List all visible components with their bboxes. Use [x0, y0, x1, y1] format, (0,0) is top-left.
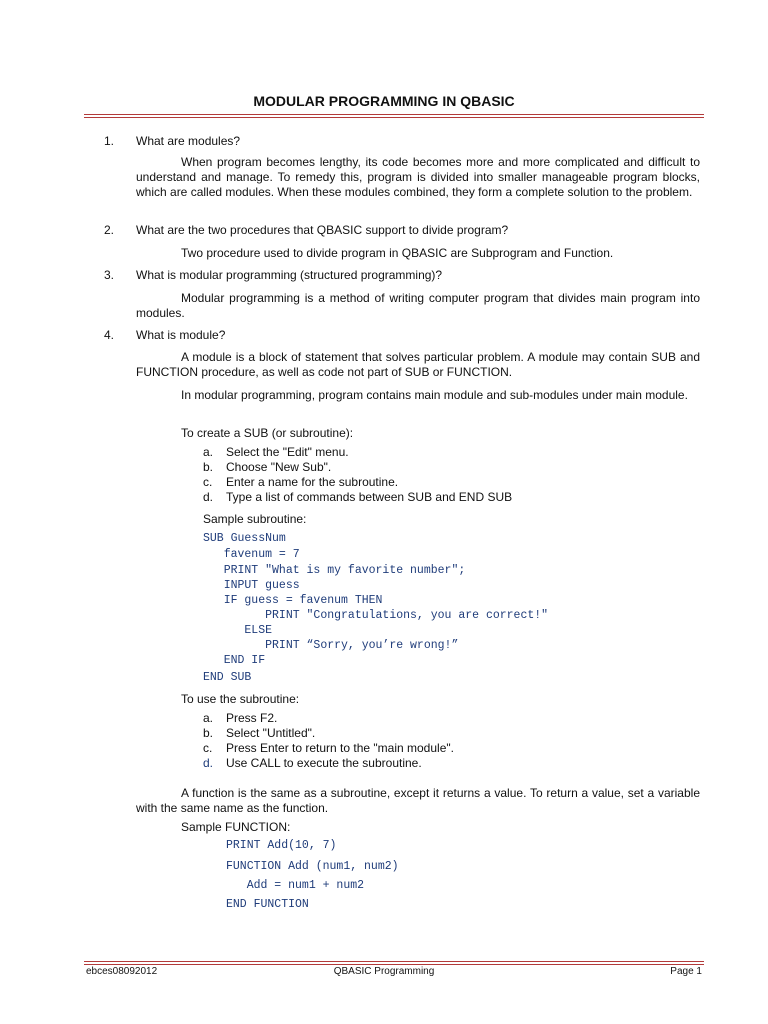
- answer-paragraph: When program becomes lengthy, its code becomes more and more complicated and difficult to understand and manage. To remedy this, program is divided into smaller manageable program blocks, which are called modules. When these modules combined, they form a complete solution to the problem.: [136, 155, 700, 199]
- footer-rule: [84, 964, 704, 965]
- code-line: IF guess = favenum THEN: [203, 594, 383, 607]
- answer-paragraph: Two procedure used to divide program in QBASIC are Subprogram and Function.: [181, 246, 614, 260]
- code-line: END SUB: [203, 671, 252, 684]
- answer-paragraph: A module is a block of statement that solves particular problem. A module may contain SUB and FUNCTION procedure, as well as code not part of SUB or FUNCTION.: [136, 350, 700, 379]
- list-marker: b.: [203, 460, 214, 474]
- code-line: PRINT “Sorry, you’re wrong!”: [203, 639, 459, 652]
- list-marker: d.: [203, 756, 214, 770]
- question-text: What are modules?: [136, 134, 241, 148]
- create-sub-heading: To create a SUB (or subroutine):: [181, 426, 354, 440]
- answer-paragraph: In modular programming, program contains main module and sub-modules under main module.: [181, 388, 688, 402]
- footer-rule: [84, 961, 704, 962]
- page-title: MODULAR PROGRAMMING IN QBASIC: [253, 93, 515, 109]
- code-line: END FUNCTION: [226, 898, 309, 911]
- code-line: END IF: [203, 654, 266, 667]
- function-paragraph: A function is the same as a subroutine, except it returns a value. To return a value, set a variable with the same name as the function.: [136, 786, 700, 815]
- list-marker: d.: [203, 490, 214, 504]
- use-sub-heading: To use the subroutine:: [181, 692, 300, 706]
- list-marker: c.: [203, 741, 213, 755]
- list-marker: c.: [203, 475, 213, 489]
- code-line: PRINT "Congratulations, you are correct!": [203, 609, 549, 622]
- list-marker: a.: [203, 445, 214, 459]
- code-line: PRINT Add(10, 7): [226, 839, 337, 852]
- question-number: 2.: [104, 223, 115, 237]
- code-line: ELSE: [203, 624, 273, 637]
- header-rule: [84, 117, 704, 118]
- list-marker: a.: [203, 711, 214, 725]
- list-item: Choose "New Sub".: [226, 460, 332, 474]
- footer-title: QBASIC Programming: [333, 966, 435, 977]
- question-number: 4.: [104, 328, 115, 342]
- list-item: Select "Untitled".: [226, 726, 316, 740]
- question-text: What is modular programming (structured programming)?: [136, 268, 443, 282]
- list-item: Press F2.: [226, 711, 278, 725]
- code-line: PRINT "What is my favorite number";: [203, 564, 466, 577]
- footer-doc-id: ebces08092012: [86, 966, 158, 977]
- question-number: 1.: [104, 134, 115, 148]
- answer-paragraph: Modular programming is a method of writing computer program that divides main program into modules.: [136, 291, 700, 320]
- list-item: Press Enter to return to the "main module".: [226, 741, 454, 755]
- code-line: SUB GuessNum: [203, 532, 286, 545]
- question-number: 3.: [104, 268, 115, 282]
- code-line: INPUT guess: [203, 579, 300, 592]
- question-text: What are the two procedures that QBASIC support to divide program?: [136, 223, 509, 237]
- sample-subroutine-label: Sample subroutine:: [203, 512, 307, 526]
- footer-page-number: Page 1: [670, 966, 702, 977]
- list-marker: b.: [203, 726, 214, 740]
- header-rule: [84, 114, 704, 115]
- list-item: Use CALL to execute the subroutine.: [226, 756, 422, 770]
- code-line: FUNCTION Add (num1, num2): [226, 860, 399, 873]
- code-line: favenum = 7: [203, 548, 300, 561]
- code-line: Add = num1 + num2: [226, 879, 365, 892]
- list-item: Type a list of commands between SUB and END SUB: [226, 490, 513, 504]
- list-item: Enter a name for the subroutine.: [226, 475, 399, 489]
- sample-function-label: Sample FUNCTION:: [181, 820, 291, 834]
- question-text: What is module?: [136, 328, 226, 342]
- list-item: Select the "Edit" menu.: [226, 445, 349, 459]
